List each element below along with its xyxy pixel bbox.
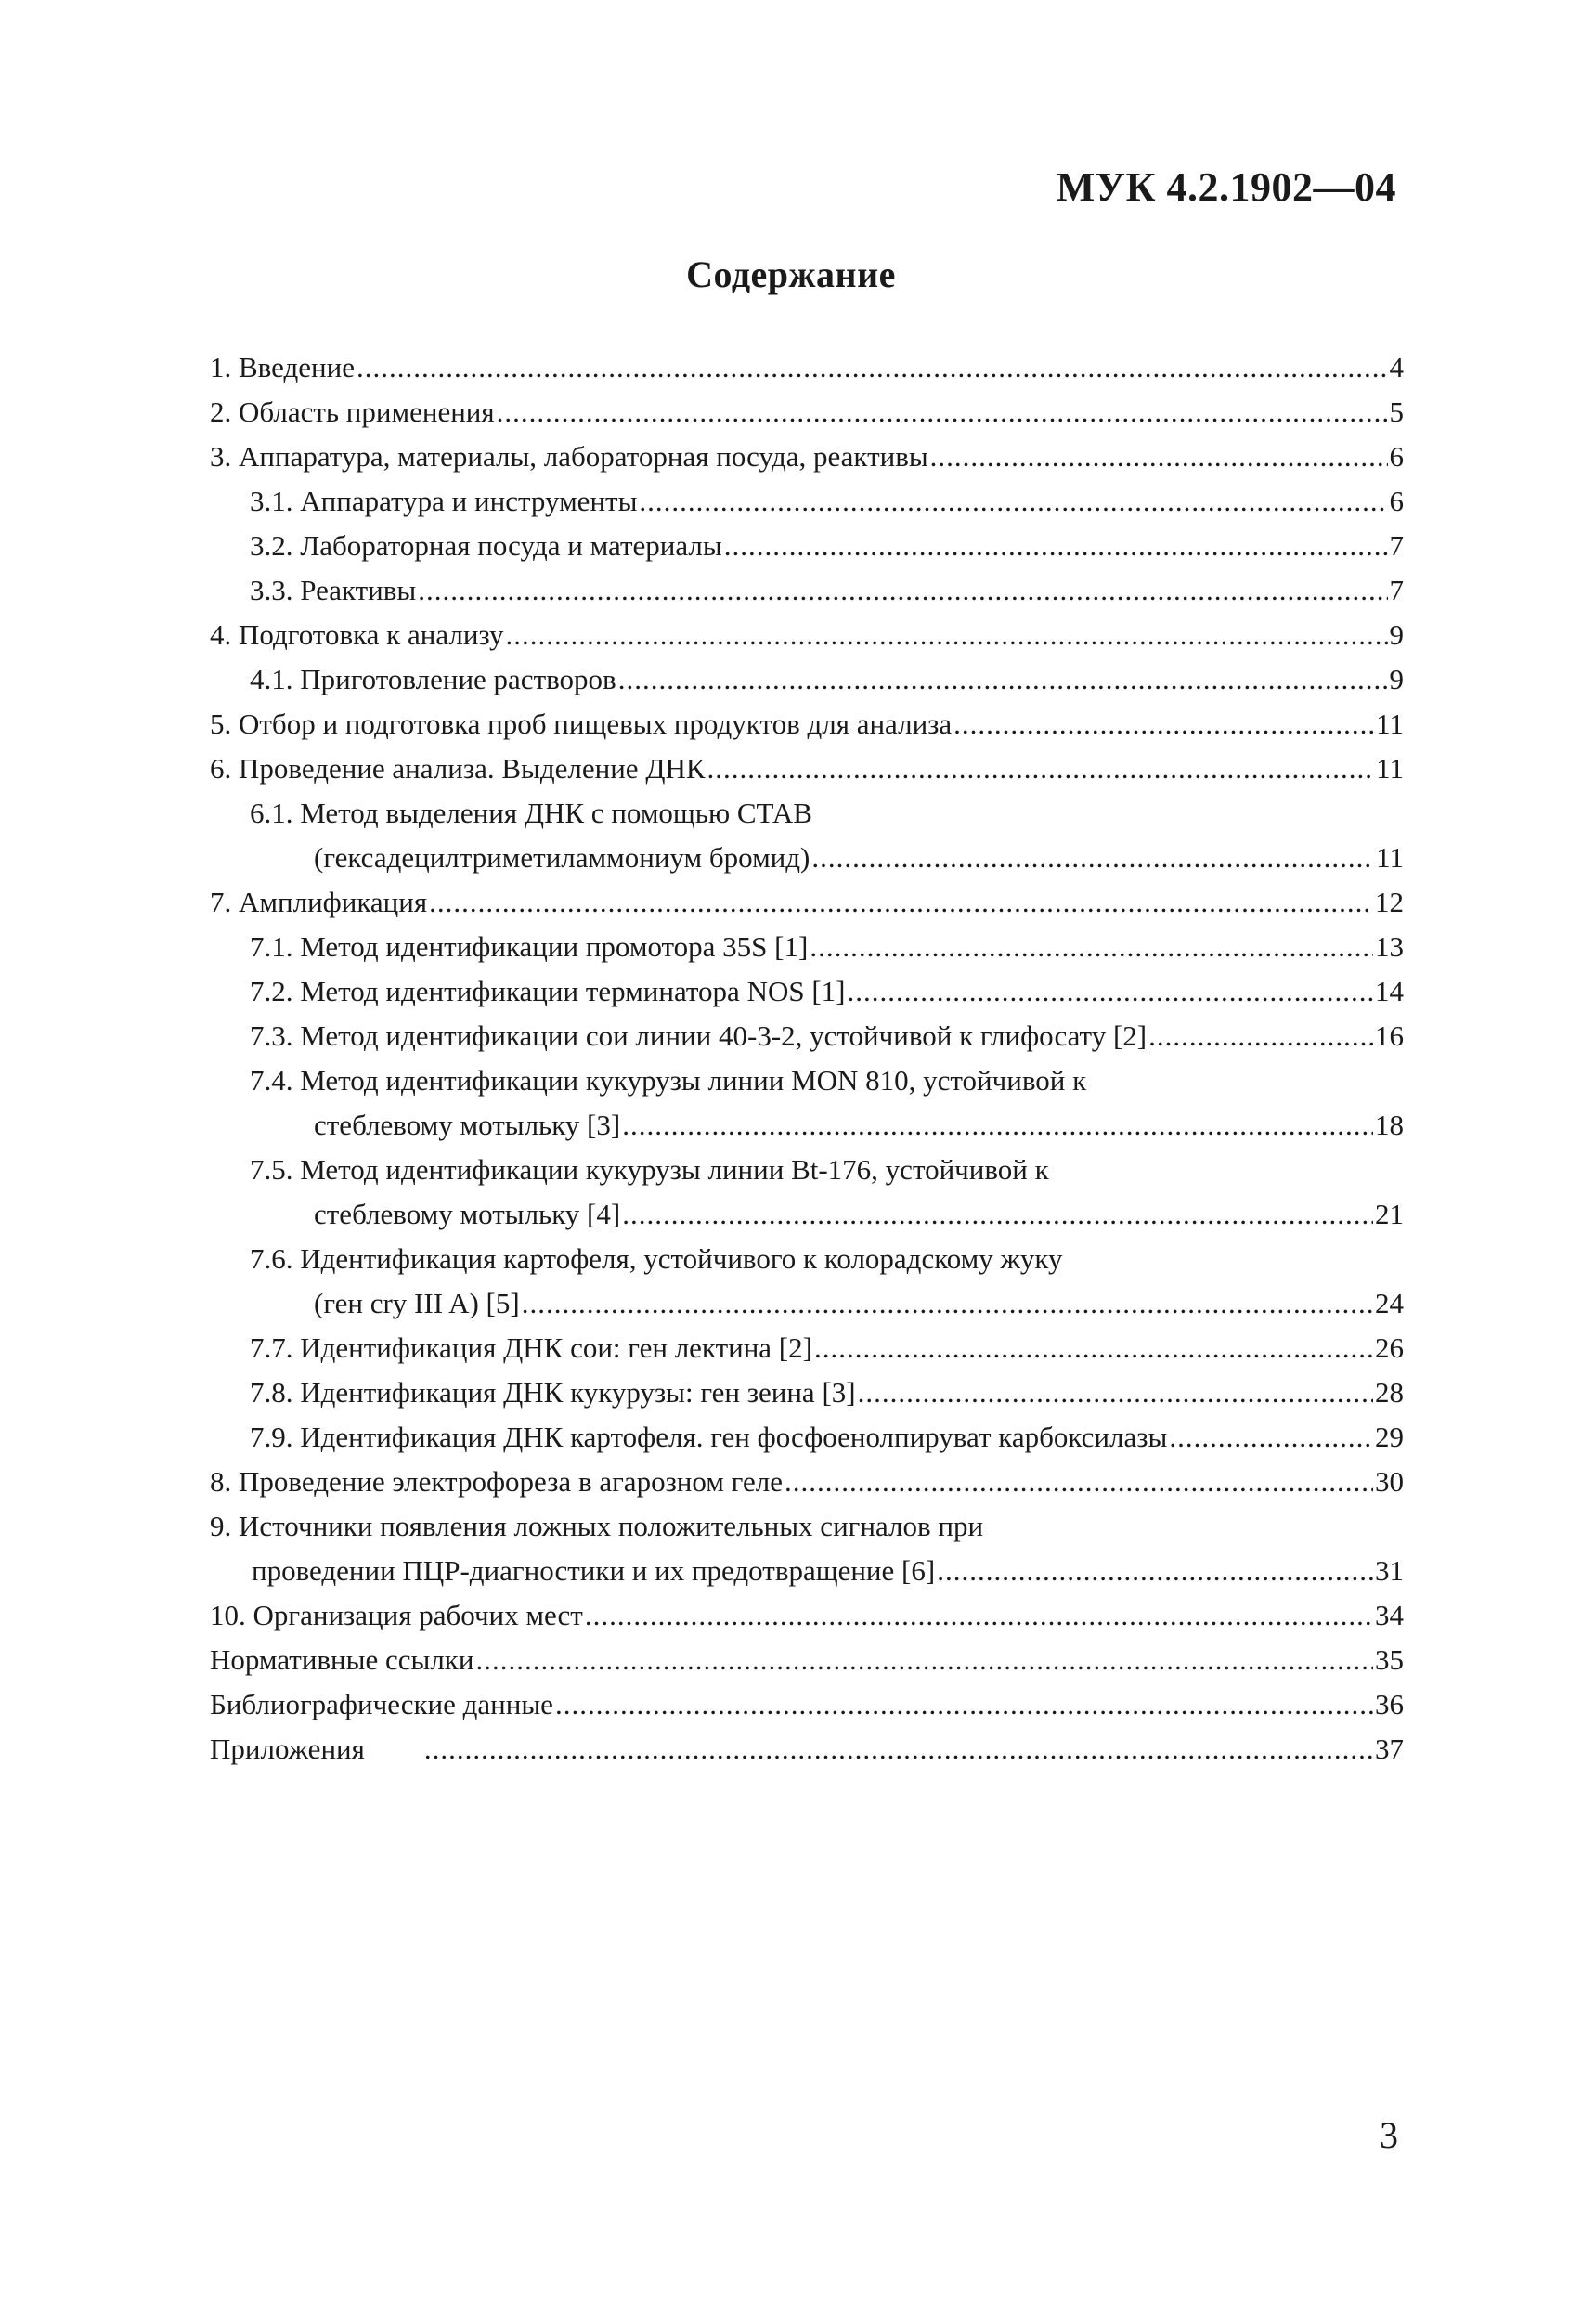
- toc-dot-leader: [937, 1549, 1373, 1593]
- toc-entry[interactable]: [210, 969, 1404, 1014]
- toc-entry-line: [250, 925, 1404, 969]
- toc-dot-leader: [785, 1460, 1373, 1504]
- toc-entry-title: 7.5. Метод идентификации кукурузы линии Bt-176, устойчивой к: [250, 1153, 1049, 1186]
- toc-entry-line: [250, 836, 1404, 880]
- toc-entry-title: 4.1. Приготовление растворов: [250, 663, 616, 695]
- toc-entry-title: проведении ПЦР-диагностики и их предотвращение [6]: [252, 1554, 936, 1587]
- toc-entry[interactable]: [210, 925, 1404, 969]
- toc-page-number: 29: [1375, 1421, 1404, 1453]
- toc-dot-leader: [724, 524, 1388, 568]
- toc-entry-line: [210, 1593, 1404, 1638]
- toc-dot-leader: [506, 613, 1388, 657]
- toc-entry-line: [250, 1014, 1404, 1058]
- toc-entry[interactable]: [210, 1682, 1404, 1727]
- toc-entry-title: 3.2. Лабораторная посуда и материалы: [250, 529, 722, 562]
- toc-entry-line: [250, 1281, 1404, 1326]
- toc-entry-title: 7.2. Метод идентификации терминатора NOS [1]: [250, 975, 846, 1007]
- toc-page-number: 31: [1375, 1554, 1404, 1587]
- toc-dot-leader: [847, 969, 1373, 1014]
- toc-dot-leader: [707, 747, 1375, 791]
- toc-entry[interactable]: [210, 1370, 1404, 1415]
- toc-entry-title: 7.8. Идентификация ДНК кукурузы: ген зеина [3]: [250, 1376, 856, 1409]
- toc-entry-line: [210, 613, 1404, 657]
- toc-page-number: 11: [1376, 752, 1404, 785]
- toc-entry-line: [250, 1192, 1404, 1237]
- toc-entry-title: стеблевому мотыльку [3]: [314, 1109, 621, 1141]
- toc-entry-title: 6. Проведение анализа. Выделение ДНК: [210, 752, 706, 785]
- toc-dot-leader: [639, 479, 1387, 524]
- toc-entry[interactable]: [210, 702, 1404, 747]
- toc-dot-leader: [622, 1103, 1373, 1148]
- toc-entry-line: [210, 1460, 1404, 1504]
- toc-dot-leader: [930, 435, 1388, 479]
- toc-dot-leader: [811, 836, 1374, 880]
- toc-entry-line: [210, 880, 1404, 925]
- toc-entry-line: [250, 657, 1404, 702]
- toc-entry-title: 7.4. Метод идентификации кукурузы линии MON 810, устойчивой к: [250, 1064, 1087, 1097]
- toc-entry-title: 7.9. Идентификация ДНК картофеля. ген фосфоенолпируват карбоксилазы: [250, 1421, 1168, 1453]
- toc-dot-leader: [555, 1682, 1373, 1727]
- toc-entry[interactable]: [210, 390, 1404, 435]
- toc-dot-leader: [497, 390, 1388, 435]
- toc-page-number: 14: [1375, 975, 1404, 1007]
- toc-entry-title: 7.3. Метод идентификации сои линии 40-3-2, устойчивой к глифосату [2]: [250, 1019, 1148, 1052]
- toc-entry[interactable]: [210, 880, 1404, 925]
- toc-page-number: 18: [1375, 1109, 1404, 1141]
- toc-page-number: 12: [1375, 886, 1404, 918]
- toc-entry[interactable]: [210, 1460, 1404, 1504]
- toc-entry-title: (гексадецилтриметиламмониум бромид): [314, 841, 810, 874]
- toc-title: Содержание: [686, 253, 896, 295]
- toc-entry[interactable]: [210, 1058, 1404, 1148]
- toc-entry-title: 8. Проведение электрофореза в агарозном геле: [210, 1465, 783, 1498]
- toc-dot-leader: [622, 1192, 1373, 1237]
- table-of-contents: [210, 345, 1404, 1772]
- toc-page-number: 9: [1389, 663, 1404, 695]
- toc-dot-leader: [357, 345, 1388, 390]
- toc-entry-line: [250, 479, 1404, 524]
- toc-page-number: 13: [1375, 930, 1404, 963]
- toc-dot-leader: [522, 1281, 1373, 1326]
- toc-dot-leader: [585, 1593, 1373, 1638]
- toc-page-number: 6: [1389, 485, 1404, 517]
- toc-entry-line: [210, 435, 1404, 479]
- toc-entry-title: 10. Организация рабочих мест: [210, 1599, 583, 1631]
- toc-entry-title: 1. Введение: [210, 351, 355, 383]
- toc-entry[interactable]: [210, 791, 1404, 880]
- toc-page-number: 26: [1375, 1331, 1404, 1364]
- toc-entry[interactable]: [210, 345, 1404, 390]
- toc-page-number: 7: [1389, 529, 1404, 562]
- toc-page-number: 21: [1375, 1198, 1404, 1230]
- toc-entry[interactable]: [210, 568, 1404, 613]
- toc-entry-line-continued: [250, 791, 1404, 836]
- toc-entry-title: 7. Амплификация: [210, 886, 428, 918]
- toc-entry-title: 3.1. Аппаратура и инструменты: [250, 485, 638, 517]
- toc-page-number: 4: [1389, 351, 1404, 383]
- toc-dot-leader: [618, 657, 1388, 702]
- toc-page-number: 37: [1375, 1733, 1404, 1765]
- toc-entry-line: [250, 524, 1404, 568]
- toc-page-number: 36: [1375, 1688, 1404, 1720]
- toc-entry-line: [210, 1727, 1404, 1772]
- toc-page-number: 11: [1376, 708, 1404, 740]
- toc-entry-title: 5. Отбор и подготовка проб пищевых продуктов для анализа: [210, 708, 953, 740]
- toc-entry-line: [210, 702, 1404, 747]
- toc-entry-line: [250, 1370, 1404, 1415]
- toc-dot-leader: [429, 880, 1373, 925]
- toc-dot-leader: [810, 925, 1373, 969]
- toc-entry[interactable]: [210, 1014, 1404, 1058]
- toc-page-number: 30: [1375, 1465, 1404, 1498]
- toc-entry[interactable]: [210, 435, 1404, 479]
- toc-entry-title: стеблевому мотыльку [4]: [314, 1198, 621, 1230]
- toc-dot-leader: [475, 1638, 1373, 1682]
- toc-page-number: 35: [1375, 1643, 1404, 1676]
- toc-entry-title: Библиографические данные: [210, 1688, 553, 1720]
- toc-entry-title: 7.6. Идентификация картофеля, устойчивого к колорадскому жуку: [250, 1242, 1063, 1275]
- toc-dot-leader: [814, 1326, 1373, 1370]
- toc-entry-title: 9. Источники появления ложных положительных сигналов при: [210, 1510, 984, 1542]
- toc-dot-leader: [953, 702, 1374, 747]
- toc-entry-line: [250, 568, 1404, 613]
- toc-entry-line: [250, 969, 1404, 1014]
- toc-entry[interactable]: [210, 613, 1404, 657]
- toc-entry[interactable]: [210, 524, 1404, 568]
- toc-page-number: 11: [1376, 841, 1404, 874]
- toc-entry[interactable]: [210, 1593, 1404, 1638]
- toc-entry-title: Нормативные ссылки: [210, 1643, 474, 1676]
- toc-entry-title: 7.7. Идентификация ДНК сои: ген лектина [2]: [250, 1331, 812, 1364]
- toc-entry-line-continued: [250, 1148, 1404, 1192]
- toc-entry[interactable]: [210, 1237, 1404, 1326]
- toc-entry-line: [250, 1103, 1404, 1148]
- toc-entry[interactable]: [210, 1326, 1404, 1370]
- toc-entry-title: 3. Аппаратура, материалы, лабораторная посуда, реактивы: [210, 440, 928, 473]
- toc-entry[interactable]: [210, 747, 1404, 791]
- toc-dot-leader: [858, 1370, 1373, 1415]
- toc-page-number: 34: [1375, 1599, 1404, 1631]
- toc-page-number: 24: [1375, 1287, 1404, 1319]
- toc-entry-line: [210, 390, 1404, 435]
- toc-page-number: 9: [1389, 618, 1404, 651]
- toc-entry-title: 7.1. Метод идентификации промотора 35S [1]: [250, 930, 809, 963]
- toc-entry-line: [250, 1415, 1404, 1460]
- toc-page-number: 6: [1389, 440, 1404, 473]
- toc-page-number: 5: [1389, 396, 1404, 428]
- toc-entry-line-continued: [210, 1504, 1404, 1549]
- toc-entry-line: [210, 747, 1404, 791]
- toc-entry[interactable]: [210, 1415, 1404, 1460]
- toc-entry[interactable]: [210, 1504, 1404, 1593]
- toc-entry-line: [210, 1638, 1404, 1682]
- toc-entry-title: 3.3. Реактивы: [250, 574, 417, 606]
- toc-entry[interactable]: [210, 1727, 1404, 1772]
- toc-entry-line: [210, 1682, 1404, 1727]
- toc-entry[interactable]: [210, 657, 1404, 702]
- toc-entry-line-continued: [250, 1058, 1404, 1103]
- toc-entry[interactable]: [210, 1148, 1404, 1237]
- toc-entry-line: [210, 345, 1404, 390]
- toc-entry-title: 4. Подготовка к анализу: [210, 618, 504, 651]
- page-number: 3: [1380, 2114, 1398, 2156]
- toc-entry-title: 6.1. Метод выделения ДНК с помощью СТАВ: [250, 797, 812, 829]
- toc-dot-leader: [418, 568, 1387, 613]
- toc-entry-line-continued: [250, 1237, 1404, 1281]
- toc-entry-title: 2. Область применения: [210, 396, 495, 428]
- toc-entry-line: [250, 1326, 1404, 1370]
- toc-entry[interactable]: [210, 479, 1404, 524]
- toc-page-number: 16: [1375, 1019, 1404, 1052]
- toc-entry-title: Приложения: [210, 1733, 365, 1765]
- toc-entry[interactable]: [210, 1638, 1404, 1682]
- document-code: МУК 4.2.1902—04: [1056, 164, 1396, 210]
- toc-page-number: 7: [1389, 574, 1404, 606]
- toc-entry-title: (ген cry III A) [5]: [314, 1287, 520, 1319]
- toc-page-number: 28: [1375, 1376, 1404, 1409]
- toc-dot-leader: [1148, 1014, 1373, 1058]
- toc-dot-leader: [424, 1727, 1373, 1772]
- toc-dot-leader: [1169, 1415, 1373, 1460]
- toc-entry-line: [210, 1549, 1404, 1593]
